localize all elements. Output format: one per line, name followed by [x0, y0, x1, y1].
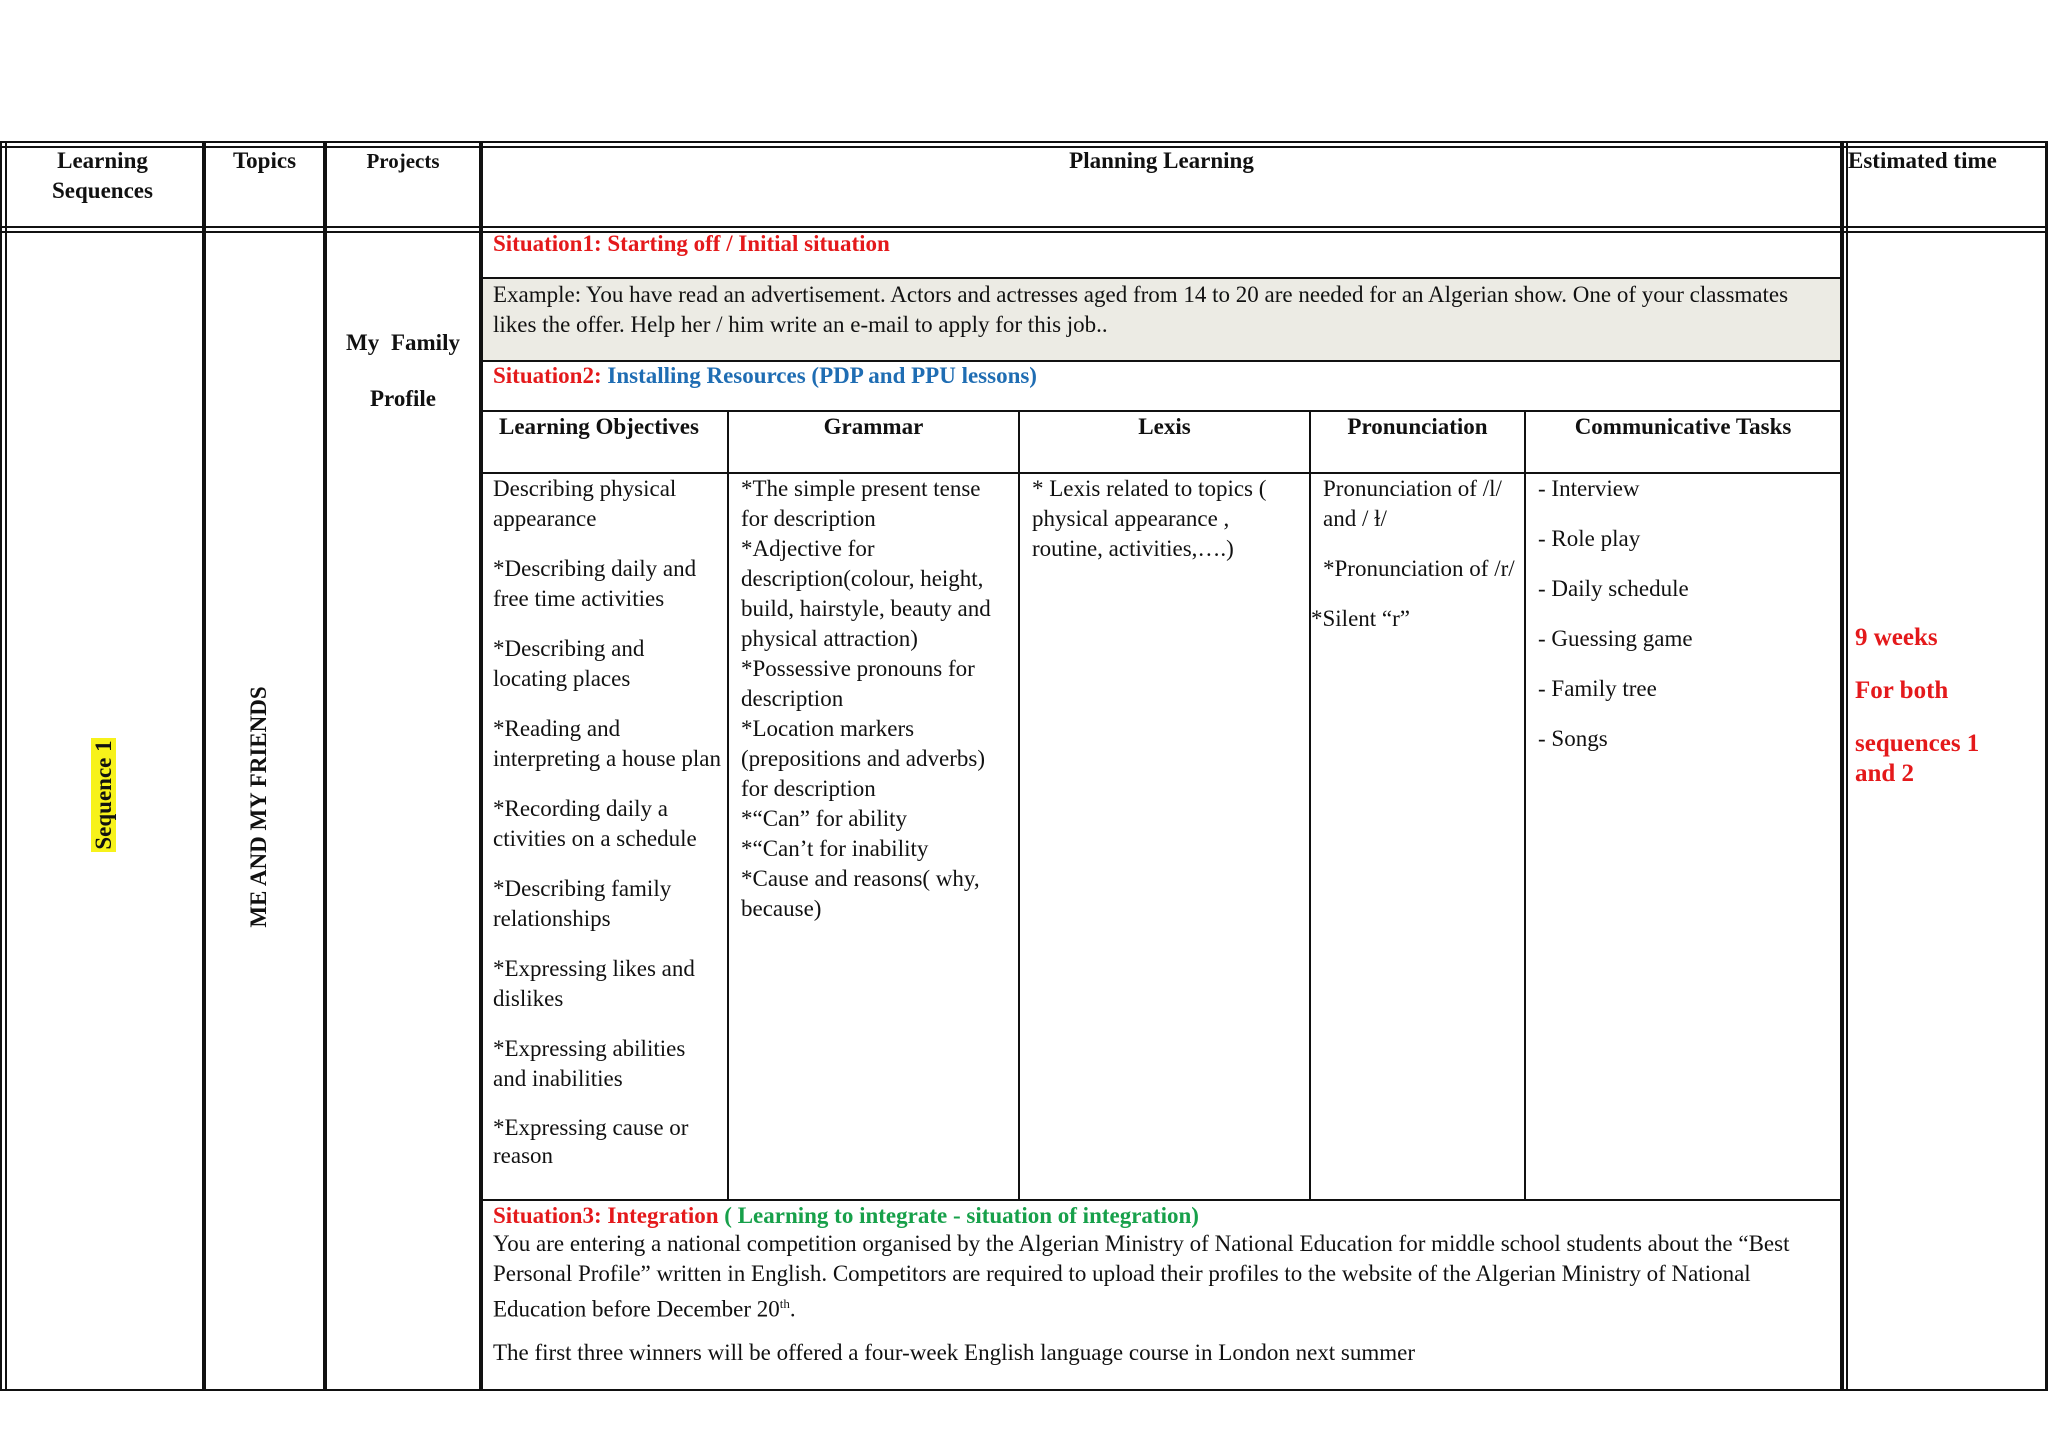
grammar-item: *The simple present tense for description [741, 476, 981, 531]
topic-label: ME AND MY FRIENDS [246, 686, 271, 928]
project-title-line2: Profile [370, 386, 436, 411]
task-item: - Family tree [1538, 676, 1657, 701]
grammar-list [741, 474, 1011, 924]
column-learning-objectives: Learning Objectives [499, 414, 699, 439]
situation3-title: ( Learning to integrate - situation of integration) [724, 1203, 1199, 1228]
objectives-list [493, 474, 721, 1170]
lexis-text: * Lexis related to topics ( physical appearance , routine, activities,….) [1032, 476, 1267, 561]
header-estimated-time: Estimated time [1848, 148, 1997, 173]
header-topics: Topics [232, 148, 297, 173]
situation3-heading [493, 1201, 1199, 1231]
situation2-title: Installing Resources (PDP and PPU lessons) [607, 363, 1037, 388]
grammar-item: *Adjective for description(colour, height, build, hairstyle, beauty and physical attraction) [741, 536, 991, 651]
column-grammar: Grammar [823, 414, 924, 439]
objective-item: *Recording daily a ctivities on a schedule [493, 796, 697, 851]
sequence-label [90, 695, 118, 895]
objective-item: *Expressing abilities and inabilities [493, 1036, 686, 1091]
situation1-label: Situation1: Starting off / Initial situation [493, 231, 890, 256]
objective-item: *Describing daily and free time activities [493, 556, 697, 611]
objective-item: *Expressing cause or reason [493, 1115, 689, 1168]
objective-item: *Reading and interpreting a house plan [493, 716, 722, 771]
situation3-text: You are entering a national competition organised by the Algerian Ministry of National Education for middle school students about the “Best Personal Profile” written in English. Competitors are required to upload their profiles to the website of the Algerian Ministry of National Education before December 20 [493, 1231, 1790, 1322]
grammar-item: *Location markers (prepositions and adverbs) for description [741, 716, 985, 801]
estimated-sequences: sequences 1 and 2 [1855, 730, 1980, 787]
column-communicative-tasks: Communicative Tasks [1574, 414, 1792, 439]
situation3-prize: The first three winners will be offered a four-week English language course in London next summer [493, 1340, 1416, 1365]
situation2-label: Situation2: [493, 363, 602, 388]
situation3-sup: th [779, 1296, 790, 1311]
grammar-item: *“Can” for ability [741, 806, 908, 831]
task-item: - Daily schedule [1538, 576, 1689, 601]
situation1-example: Example: You have read an advertisement. Actors and actresses aged from 14 to 20 are needed for an Algerian show. One of your classmates likes the offer. Help her / him write an e-mail to apply for this job.. [493, 282, 1789, 337]
pronunciation-item: *Pronunciation of /r/ [1323, 556, 1515, 581]
situation3-body [493, 1229, 1828, 1325]
task-item: - Role play [1538, 526, 1641, 551]
estimated-weeks: 9 weeks [1855, 624, 1938, 651]
situation3-text-end: . [789, 1296, 796, 1322]
task-item: - Guessing game [1538, 626, 1693, 651]
pronunciation-list [1313, 474, 1518, 634]
task-item: - Songs [1538, 726, 1608, 751]
header-learning-sequences: Learning Sequences [52, 148, 153, 203]
pronunciation-item: Pronunciation of /l/ and / ɫ/ [1323, 476, 1502, 531]
tasks-list [1538, 474, 1828, 754]
header-projects: Projects [366, 149, 440, 173]
situation3-label: Situation3: Integration [493, 1203, 719, 1228]
header-planning-learning: Planning Learning [1069, 148, 1254, 173]
project-title-line1: My Family [346, 330, 460, 355]
situation2-heading [493, 361, 1037, 391]
estimated-for-both: For both [1855, 677, 1949, 704]
objective-item: *Describing family relationships [493, 876, 672, 931]
grammar-item: *“Can’t for inability [741, 836, 929, 861]
sequence-highlight: Sequence 1 [91, 740, 116, 850]
objective-item: *Expressing likes and dislikes [493, 956, 695, 1011]
task-item: - Interview [1538, 476, 1640, 501]
grammar-item: *Possessive pronouns for description [741, 656, 975, 711]
objective-item: Describing physical appearance [493, 476, 677, 531]
objective-item: *Describing and locating places [493, 636, 645, 691]
pronunciation-item: *Silent “r” [1311, 606, 1410, 631]
column-pronunciation: Pronunciation [1347, 414, 1488, 439]
grammar-item: *Cause and reasons( why, because) [741, 866, 980, 921]
column-lexis: Lexis [1138, 414, 1191, 439]
